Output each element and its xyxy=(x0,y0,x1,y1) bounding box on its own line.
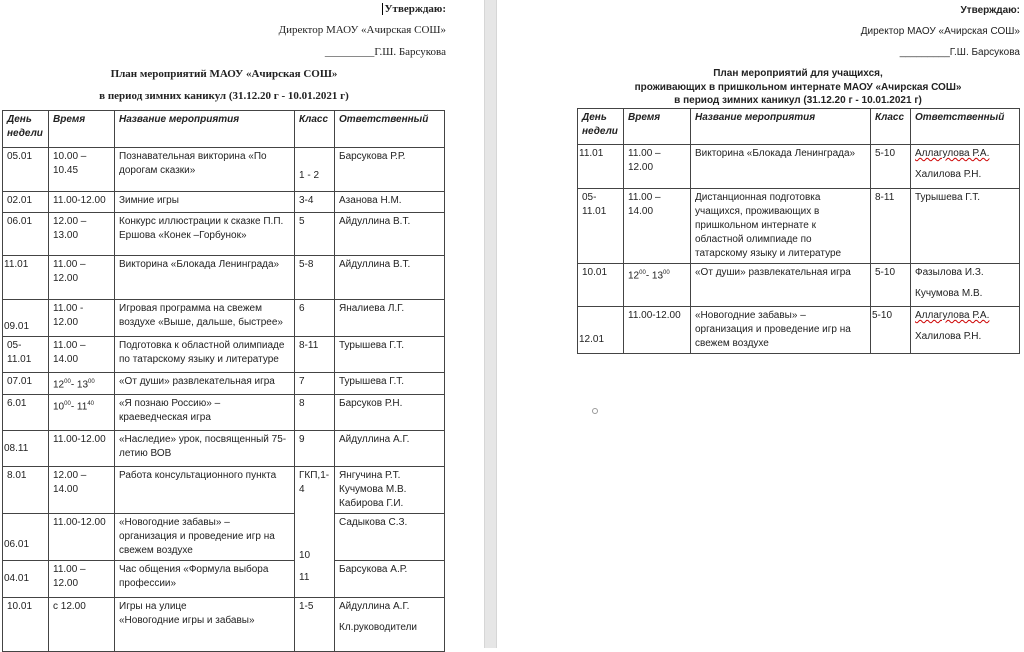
cell-day: 10.01 xyxy=(3,598,49,652)
time-min: 00 xyxy=(639,270,646,276)
cell-event: Работа консультационного пункта xyxy=(115,467,295,514)
cell-event: Конкурс иллюстрации к сказке П.П. Ершова «Конек –Горбунок» xyxy=(115,213,295,256)
cell-time: $10^{00}-$ $11^{40}$ xyxy=(49,395,115,431)
responsible-name: Кучумова М.В. xyxy=(339,484,407,496)
cell-time: 12.00 – 13.00 xyxy=(49,213,115,256)
table-row xyxy=(3,256,445,300)
cell-time: 11.00 - 12.00 xyxy=(49,300,115,337)
responsible-name: Янгучина Р.Т. xyxy=(339,470,401,482)
cell-responsible: Турышева Г.Т. xyxy=(335,373,445,395)
cell-day: 11.01 xyxy=(3,256,49,300)
table-row xyxy=(3,213,445,256)
boarding-events-table xyxy=(577,108,1020,354)
page-separator xyxy=(484,0,497,648)
cell-time: 10.00 – 10.45 xyxy=(49,148,115,192)
cell-day: 02.01 xyxy=(3,192,49,213)
cell-class: 7 xyxy=(295,373,335,395)
header-time: Время xyxy=(49,111,115,148)
cell-class: 5 xyxy=(295,213,335,256)
page-title: План мероприятий МАОУ «Ачирская СОШ» xyxy=(110,68,338,80)
cell-time: 11.00 – 14.00 xyxy=(49,337,115,373)
table-row xyxy=(3,561,445,598)
cell-day: 06.01 xyxy=(3,213,49,256)
time-hour: 12 xyxy=(53,379,65,391)
cell-class: 6 xyxy=(295,300,335,337)
anchor-mark xyxy=(592,408,598,414)
cell-responsible xyxy=(911,145,1020,189)
cell-time: с 12.00 xyxy=(49,598,115,652)
cell-event: «От души» развлекательная игра xyxy=(115,373,295,395)
cell-time: 11.00 – 12.00 xyxy=(624,145,691,189)
time-min: 00 xyxy=(64,379,71,385)
time-hour: 11 xyxy=(76,401,88,413)
director-label: Директор МАОУ «Ачирская СОШ» xyxy=(860,26,1020,37)
cell-responsible xyxy=(911,264,1020,307)
cell-responsible xyxy=(911,307,1020,354)
cell-class xyxy=(295,467,335,598)
header-event: Название мероприятия xyxy=(115,111,295,148)
cell-class: 5-10 xyxy=(871,145,911,189)
responsible-name: Халилова Р.Н. xyxy=(915,331,982,342)
table-row xyxy=(3,431,445,467)
cell-class: 8-11 xyxy=(295,337,335,373)
header-responsible: Ответственный xyxy=(911,109,1020,145)
cell-class: 3-4 xyxy=(295,192,335,213)
cell-class: 1 - 2 xyxy=(295,148,335,192)
document-page-1 xyxy=(0,0,484,648)
table-row xyxy=(3,598,445,652)
cell-time: 12.00 – 14.00 xyxy=(49,467,115,514)
cell-responsible: Азанова Н.М. xyxy=(335,192,445,213)
cell-class: 5-10 xyxy=(871,307,911,354)
cell-responsible: Айдуллина А.Г. xyxy=(335,431,445,467)
responsible-name: Кабирова Г.И. xyxy=(339,498,404,510)
cell-event: «Наследие» урок, посвященный 75-летию ВОВ xyxy=(115,431,295,467)
cell-day: 12.01 xyxy=(578,307,624,354)
header-class: Класс xyxy=(871,109,911,145)
time-min: 00 xyxy=(663,270,670,276)
cell-day: 04.01 xyxy=(3,561,49,598)
cell-time: 11.00-12.00 xyxy=(49,431,115,467)
cell-day: 07.01 xyxy=(3,373,49,395)
table-row xyxy=(578,145,1020,189)
responsible-name: Турышева Г.Т. xyxy=(915,192,981,203)
event-line: Игры на улице xyxy=(119,601,187,613)
cell-time: 11.00-12.00 xyxy=(624,307,691,354)
cell-responsible: Айдуллина В.Т. xyxy=(335,256,445,300)
events-table xyxy=(2,110,445,652)
cell-responsible: Барсуков Р.Н. xyxy=(335,395,445,431)
page-subtitle: в период зимних каникул (31.12.20 г - 10.01.2021 г) xyxy=(99,90,349,102)
page-subtitle: проживающих в пришкольном интернате МАОУ «Ачирская СОШ» xyxy=(634,82,962,93)
header-day: День недели xyxy=(578,109,624,145)
signature-line: _________Г.Ш. Барсукова xyxy=(324,46,446,58)
table-row xyxy=(3,192,445,213)
responsible-name: Халилова Р.Н. xyxy=(915,169,982,180)
cell-time: 11.00 – 14.00 xyxy=(624,189,691,264)
cell-class: 8 xyxy=(295,395,335,431)
header-time: Время xyxy=(624,109,691,145)
cell-class: 9 xyxy=(295,431,335,467)
cell-time: $12^{00}-$ $13^{00}$ xyxy=(49,373,115,395)
cell-time: $12^{00}-$ $13^{00}$ xyxy=(624,264,691,307)
cell-day: 08.11 xyxy=(3,431,49,467)
approve-label: Утверждаю: xyxy=(960,5,1020,16)
cell-responsible: Барсукова Р.Р. xyxy=(335,148,445,192)
cell-event: Познавательная викторина «По дорогам сказки» xyxy=(115,148,295,192)
class-value: 11 xyxy=(299,572,310,584)
table-row xyxy=(3,148,445,192)
cell-responsible xyxy=(335,598,445,652)
cell-class: 8-11 xyxy=(871,189,911,264)
time-hour: 12 xyxy=(628,270,640,282)
cell-class: 5-10 xyxy=(871,264,911,307)
cell-responsible: Садыкова С.З. xyxy=(335,514,445,561)
time-hour: 13 xyxy=(651,270,664,282)
header-responsible: Ответственный xyxy=(335,111,445,148)
signature-line: _________Г.Ш. Барсукова xyxy=(899,47,1020,58)
cell-day: 10.01 xyxy=(578,264,624,307)
cell-day: 06.01 xyxy=(3,514,49,561)
header-event: Название мероприятия xyxy=(691,109,871,145)
table-row xyxy=(3,467,445,514)
cell-day: 05-11.01 xyxy=(3,337,49,373)
cell-event xyxy=(115,598,295,652)
cell-event: Дистанционная подготовка учащихся, проживающих в пришкольном интернате к областной олимпиаде по татарскому языку и литературе xyxy=(691,189,871,264)
cell-event: Подготовка к областной олимпиаде по татарскому языку и литературе xyxy=(115,337,295,373)
cell-time: 11.00-12.00 xyxy=(49,514,115,561)
cell-event: Зимние игры xyxy=(115,192,295,213)
responsible-name: Аллагулова Р.А. xyxy=(915,148,990,159)
page-subtitle: в период зимних каникул (31.12.20 г - 10.01.2021 г) xyxy=(674,95,922,106)
cell-event: «От души» развлекательная игра xyxy=(691,264,871,307)
table-row xyxy=(578,264,1020,307)
table-row xyxy=(3,337,445,373)
cell-time: 11.00-12.00 xyxy=(49,192,115,213)
document-page-2 xyxy=(497,0,1024,648)
time-min: 00 xyxy=(64,401,71,408)
table-row xyxy=(3,373,445,395)
event-line: «Новогодние игры и забавы» xyxy=(119,615,255,627)
approve-label: Утверждаю: xyxy=(384,3,446,15)
cell-class: 1-5 xyxy=(295,598,335,652)
cell-event: Викторина «Блокада Ленинграда» xyxy=(691,145,871,189)
cell-time: 11.00 – 12.00 xyxy=(49,561,115,598)
responsible-name: Кл.руководители xyxy=(339,622,418,634)
cell-responsible: Турышева Г.Т. xyxy=(335,337,445,373)
class-value: ГКП,1-4 xyxy=(299,470,330,496)
responsible-name: Кучумова М.В. xyxy=(915,288,983,299)
cell-responsible xyxy=(335,467,445,514)
time-hour: 10 xyxy=(53,401,65,413)
responsible-name: Айдуллина А.Г. xyxy=(339,601,410,613)
cell-class: 5-8 xyxy=(295,256,335,300)
header-class: Класс xyxy=(295,111,335,148)
cell-day: 8.01 xyxy=(3,467,49,514)
responsible-name: Фазылова И.З. xyxy=(915,267,984,278)
responsible-name: Аллагулова Р.А. xyxy=(915,310,990,321)
cell-event: «Я познаю Россию» – краеведческая игра xyxy=(115,395,295,431)
cell-day: 11.01 xyxy=(578,145,624,189)
cell-responsible: Барсукова А.Р. xyxy=(335,561,445,598)
cell-day: 05.01 xyxy=(3,148,49,192)
header-day: День недели xyxy=(3,111,49,148)
table-row xyxy=(578,189,1020,264)
table-row xyxy=(3,395,445,431)
cell-event: Игровая программа на свежем воздухе «Выше, дальше, быстрее» xyxy=(115,300,295,337)
cell-event: Час общения «Формула выбора профессии» xyxy=(115,561,295,598)
cell-event: Викторина «Блокада Ленинграда» xyxy=(115,256,295,300)
cell-event: «Новогодние забавы» – организация и проведение игр на свежем воздухе xyxy=(115,514,295,561)
cell-responsible: Яналиева Л.Г. xyxy=(335,300,445,337)
table-row xyxy=(3,300,445,337)
cell-day: 05-11.01 xyxy=(578,189,624,264)
time-min: 40 xyxy=(87,401,94,408)
director-label: Директор МАОУ «Ачирская СОШ» xyxy=(278,24,446,36)
time-min: 00 xyxy=(88,379,95,385)
time-hour: 13 xyxy=(76,379,89,391)
page-title: План мероприятий для учащихся, xyxy=(713,68,883,79)
class-value: 10 xyxy=(299,550,311,562)
cell-day: 09.01 xyxy=(3,300,49,337)
cell-day: 6.01 xyxy=(3,395,49,431)
table-row xyxy=(3,514,445,561)
cell-responsible: Айдуллина В.Т. xyxy=(335,213,445,256)
cell-responsible xyxy=(911,189,1020,264)
cell-time: 11.00 – 12.00 xyxy=(49,256,115,300)
table-row xyxy=(578,307,1020,354)
cell-event: «Новогодние забавы» – организация и проведение игр на свежем воздухе xyxy=(691,307,871,354)
